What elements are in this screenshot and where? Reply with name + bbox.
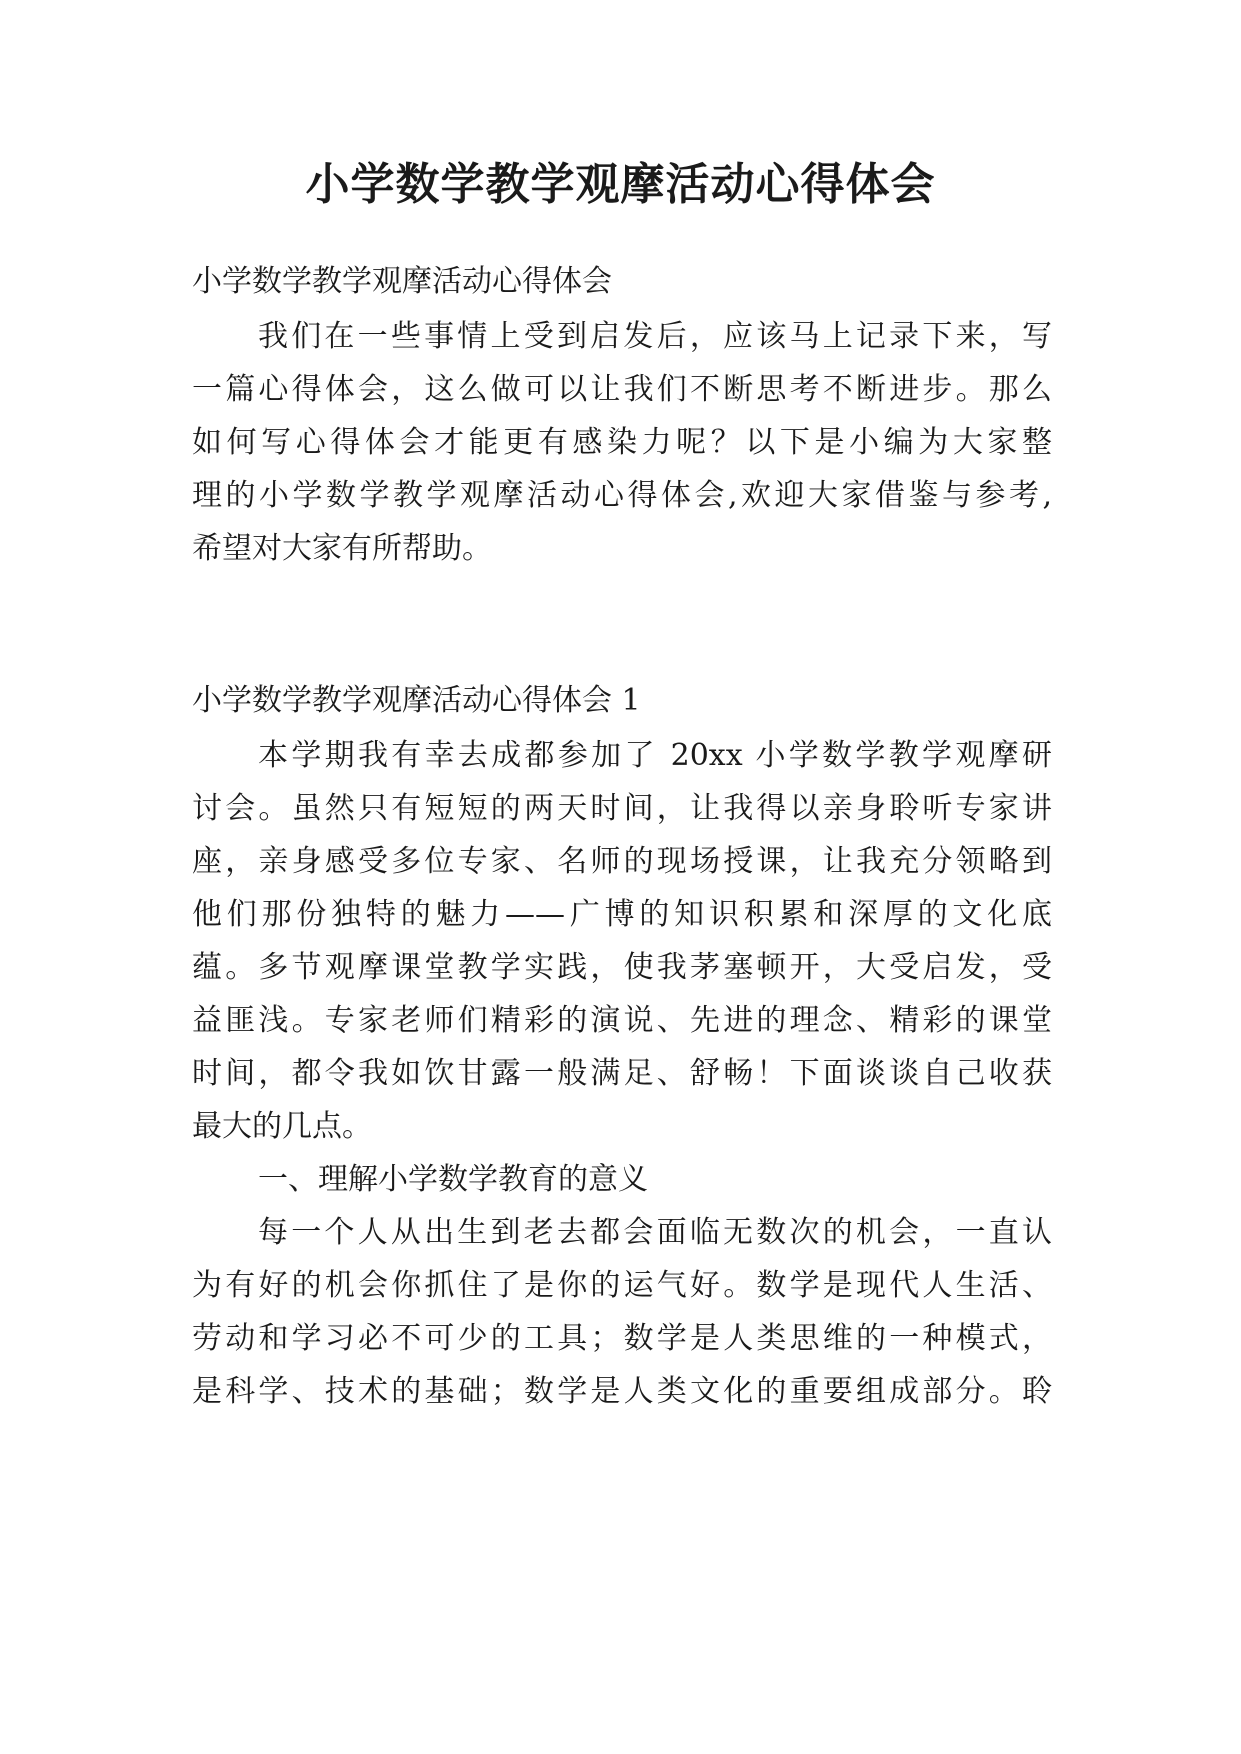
paragraph-line: 时间，都令我如饮甘露一般满足、舒畅！下面谈谈自己收获: [192, 1056, 1052, 1091]
paragraph-line: 理的小学数学教学观摩活动心得体会,欢迎大家借鉴与参考,: [192, 478, 1052, 513]
paragraph-line: 益匪浅。专家老师们精彩的演说、先进的理念、精彩的课堂: [192, 1003, 1052, 1038]
paragraph-line: 是科学、技术的基础；数学是人类文化的重要组成部分。聆: [192, 1374, 1052, 1409]
section-heading: 小学数学教学观摩活动心得体会 1: [192, 683, 641, 718]
paragraph-line: 劳动和学习必不可少的工具；数学是人类思维的一种模式，: [192, 1321, 1052, 1356]
paragraph-line: 每一个人从出生到老去都会面临无数次的机会，一直认: [258, 1215, 1052, 1250]
paragraph-line: 本学期我有幸去成都参加了 20xx 小学数学教学观摩研: [258, 738, 1052, 773]
paragraph-line: 我们在一些事情上受到启发后，应该马上记录下来，写: [258, 319, 1052, 354]
intro-heading: 小学数学教学观摩活动心得体会: [192, 264, 612, 299]
paragraph-line: 为有好的机会你抓住了是你的运气好。数学是现代人生活、: [192, 1268, 1052, 1303]
document-title: 小学数学教学观摩活动心得体会: [305, 159, 936, 210]
paragraph-line: 最大的几点。: [192, 1109, 372, 1144]
subsection-heading: 一、理解小学数学教育的意义: [258, 1162, 648, 1197]
paragraph-line: 希望对大家有所帮助。: [192, 531, 492, 566]
paragraph-line: 他们那份独特的魅力——广博的知识积累和深厚的文化底: [192, 897, 1052, 932]
paragraph-line: 一篇心得体会，这么做可以让我们不断思考不断进步。那么: [192, 372, 1052, 407]
paragraph-line: 如何写心得体会才能更有感染力呢？以下是小编为大家整: [192, 425, 1052, 460]
paragraph-line: 蕴。多节观摩课堂教学实践，使我茅塞顿开，大受启发，受: [192, 950, 1052, 985]
paragraph-line: 座，亲身感受多位专家、名师的现场授课，让我充分领略到: [192, 844, 1052, 879]
paragraph-line: 讨会。虽然只有短短的两天时间，让我得以亲身聆听专家讲: [192, 791, 1052, 826]
